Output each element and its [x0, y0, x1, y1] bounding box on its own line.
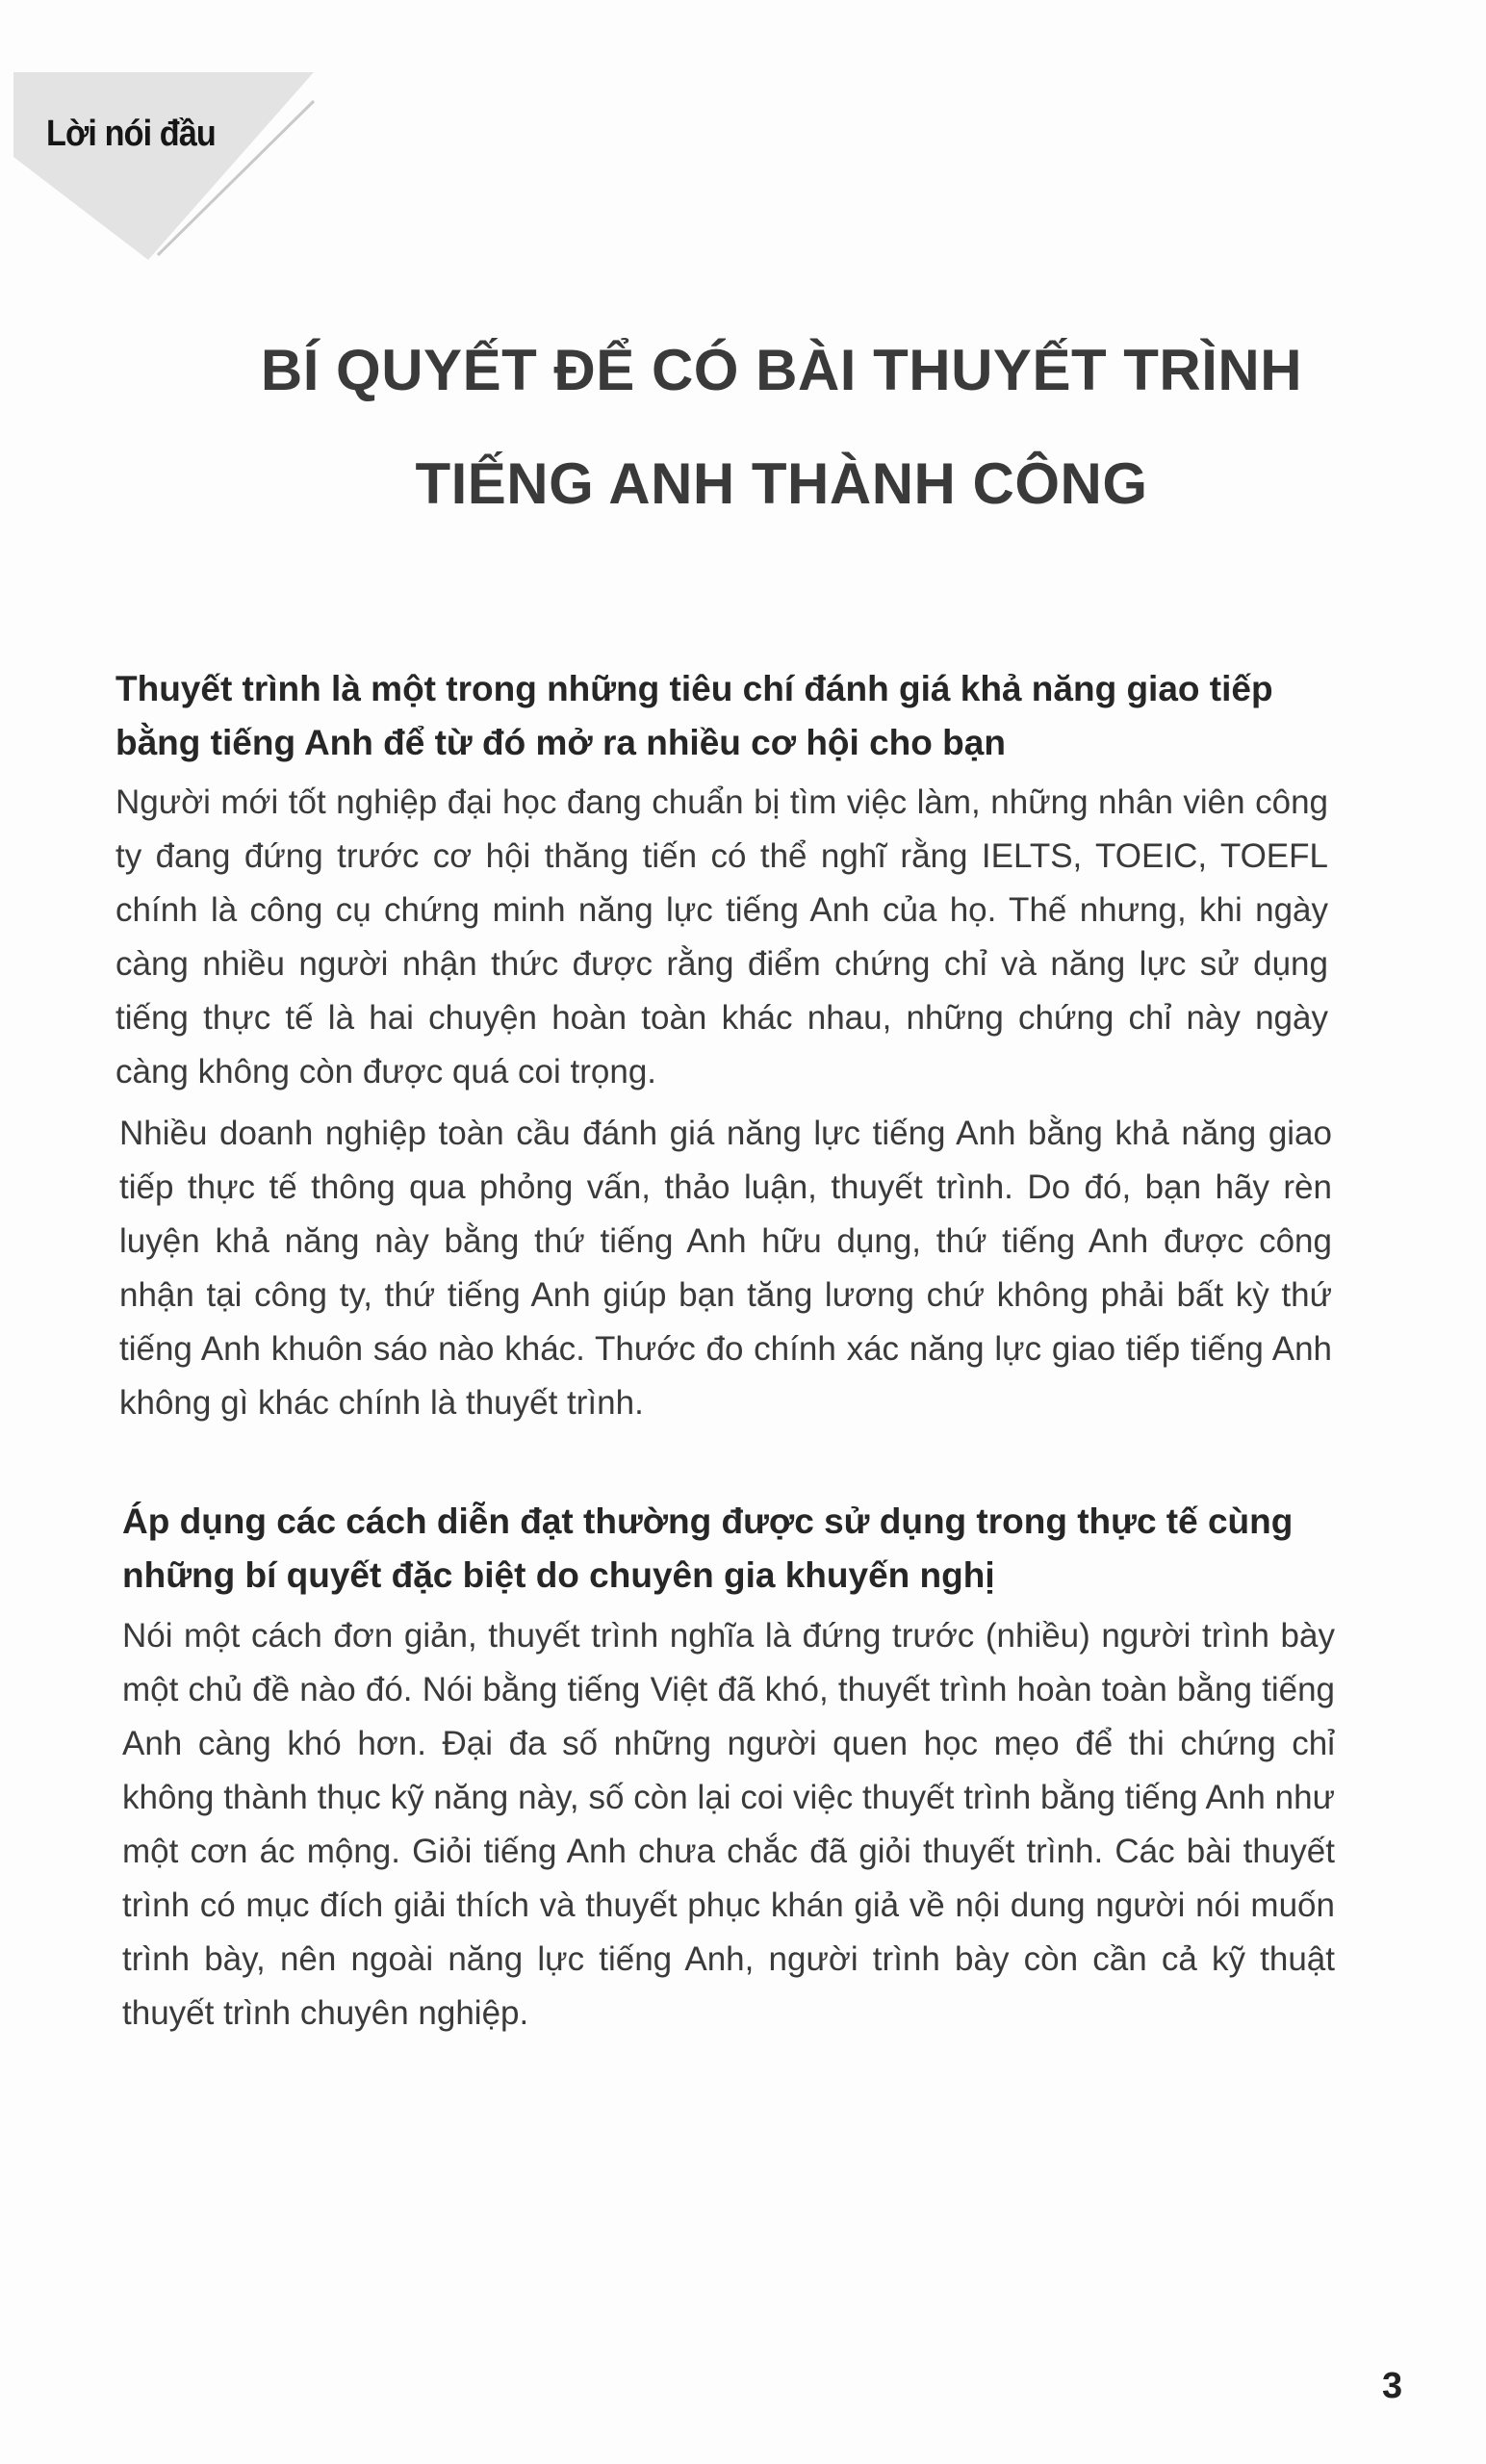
page-number: 3: [1382, 2366, 1403, 2406]
paragraph-2: Nhiều doanh nghiệp toàn cầu đánh giá năng lực tiếng Anh bằng khả năng giao tiếp thực tế thông qua phỏng vấn, thảo luận, thuyết trình. Do đó, bạn hãy rèn luyện khả năng này bằng thứ tiếng Anh hữu dụng, thứ tiếng Anh được công nhận tại công ty, thứ tiếng Anh giúp bạn tăng lương chứ không phải bất kỳ thứ tiếng Anh khuôn sáo nào khác. Thước đo chính xác năng lực giao tiếp tiếng Anh không gì khác chính là thuyết trình.: [119, 1115, 1332, 1422]
page-title-line-1: BÍ QUYẾT ĐỂ CÓ BÀI THUYẾT TRÌNH: [260, 338, 1303, 402]
paragraph-1: Người mới tốt nghiệp đại học đang chuẩn bị tìm việc làm, những nhân viên công ty đang đứng trước cơ hội thăng tiến có thể nghĩ rằng IELTS, TOEIC, TOEFL chính là công cụ chứng minh năng lực tiếng Anh của họ. Thế nhưng, khi ngày càng nhiều người nhận thức được rằng điểm chứng chỉ và năng lực sử dụng tiếng thực tế là hai chuyện hoàn toàn khác nhau, những chứng chỉ này ngày càng không còn được quá coi trọng.: [115, 783, 1328, 1091]
section-heading-2: Áp dụng các cách diễn đạt thường được sử dụng trong thực tế cùng những bí quyết đặc biệt do chuyên gia khuyến nghị: [122, 1502, 1294, 1595]
section-tab: [13, 72, 321, 260]
paragraph-3: Nói một cách đơn giản, thuyết trình nghĩa là đứng trước (nhiều) người trình bày một chủ đề nào đó. Nói bằng tiếng Việt đã khó, thuyết trình hoàn toàn bằng tiếng Anh càng khó hơn. Đại đa số những người quen học mẹo để thi chứng chỉ không thành thục kỹ năng này, số còn lại coi việc thuyết trình bằng tiếng Anh như một cơn ác mộng. Giỏi tiếng Anh chưa chắc đã giỏi thuyết trình. Các bài thuyết trình có mục đích giải thích và thuyết phục khán giả về nội dung người nói muốn trình bày, nên ngoài năng lực tiếng Anh, người trình bày còn cần cả kỹ thuật thuyết trình chuyên nghiệp.: [122, 1617, 1335, 2032]
page-title-line-2: TIẾNG ANH THÀNH CÔNG: [415, 451, 1148, 516]
section-tab-shape: [13, 72, 321, 260]
section-heading-1: Thuyết trình là một trong những tiêu chí đánh giá khả năng giao tiếp bằng tiếng Anh để từ đó mở ra nhiều cơ hội cho bạn: [115, 669, 1273, 762]
section-label: Lời nói đầu: [46, 114, 216, 154]
